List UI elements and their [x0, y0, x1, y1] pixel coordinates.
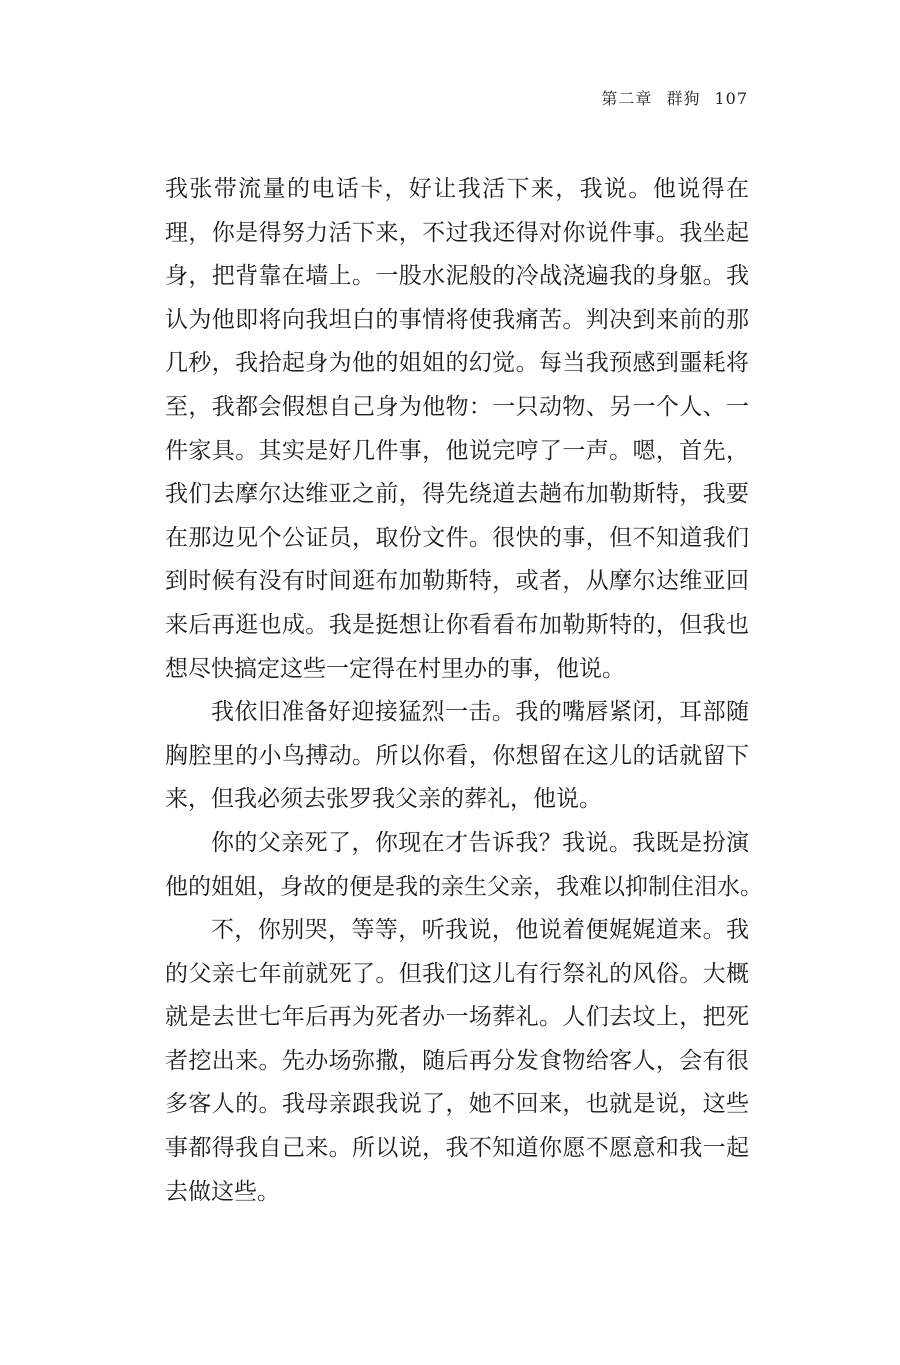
- paragraph: [165, 822, 763, 909]
- page-number: 107: [714, 89, 748, 108]
- text-line: 在那边见个公证员，取份文件。很快的事，但不知道我们: [165, 524, 749, 551]
- text-line: 身，把背靠在墙上。一股水泥般的冷战浇遍我的身躯。我: [165, 263, 749, 290]
- text-line: 的父亲七年前就死了。但我们这儿有行祭礼的风俗。大概: [165, 960, 749, 987]
- text-line: 去做这些。: [165, 1178, 280, 1205]
- paragraph: [165, 909, 749, 1214]
- text-line: 就是去世七年后再为死者办一场葬礼。人们去坟上，把死: [165, 1004, 749, 1031]
- text-line: 来，但我必须去张罗我父亲的葬礼，他说。: [165, 786, 602, 813]
- text-line: 到时候有没有时间逛布加勒斯特，或者，从摩尔达维亚回: [165, 568, 749, 595]
- text-line: 件家具。其实是好几件事，他说完哼了一声。嗯，首先，: [165, 437, 749, 464]
- running-header: [601, 86, 748, 109]
- text-line: 认为他即将向我坦白的事情将使我痛苦。判决到来前的那: [165, 306, 749, 333]
- text-line: 者挖出来。先办场弥撒，随后再分发食物给客人，会有很: [165, 1047, 749, 1074]
- paragraph: [165, 691, 749, 822]
- text-line: 他的姐姐，身故的便是我的亲生父亲，我难以抑制住泪水。: [165, 873, 763, 900]
- text-line: 我们去摩尔达维亚之前，得先绕道去趟布加勒斯特，我要: [165, 481, 749, 508]
- text-line: 你的父亲死了，你现在才告诉我？我说。我既是扮演: [211, 829, 749, 856]
- text-line: 想尽快搞定这些一定得在村里办的事，他说。: [165, 655, 625, 682]
- text-line: 胸腔里的小鸟搏动。所以你看，你想留在这儿的话就留下: [165, 742, 749, 769]
- body-text: [165, 168, 763, 1214]
- text-line: 几秒，我拾起身为他的姐姐的幻觉。每当我预感到噩耗将: [165, 350, 749, 377]
- text-line: 理，你是得努力活下来，不过我还得对你说件事。我坐起: [165, 219, 749, 246]
- text-line: 事都得我自己来。所以说，我不知道你愿不愿意和我一起: [165, 1135, 749, 1162]
- text-line: 不，你别哭，等等，听我说，他说着便娓娓道来。我: [211, 917, 749, 944]
- text-line: 多客人的。我母亲跟我说了，她不回来，也就是说，这些: [165, 1091, 749, 1118]
- paragraph: [165, 168, 749, 691]
- text-line: 来后再逛也成。我是挺想让你看看布加勒斯特的，但我也: [165, 611, 749, 638]
- chapter-label: 第二章: [601, 89, 653, 108]
- text-line: 我张带流量的电话卡，好让我活下来，我说。他说得在: [165, 176, 749, 202]
- text-line: 我依旧准备好迎接猛烈一击。我的嘴唇紧闭，耳部随: [211, 699, 749, 726]
- chapter-title: 群狗: [666, 89, 701, 108]
- text-line: 至，我都会假想自己身为他物：一只动物、另一个人、一: [165, 393, 749, 420]
